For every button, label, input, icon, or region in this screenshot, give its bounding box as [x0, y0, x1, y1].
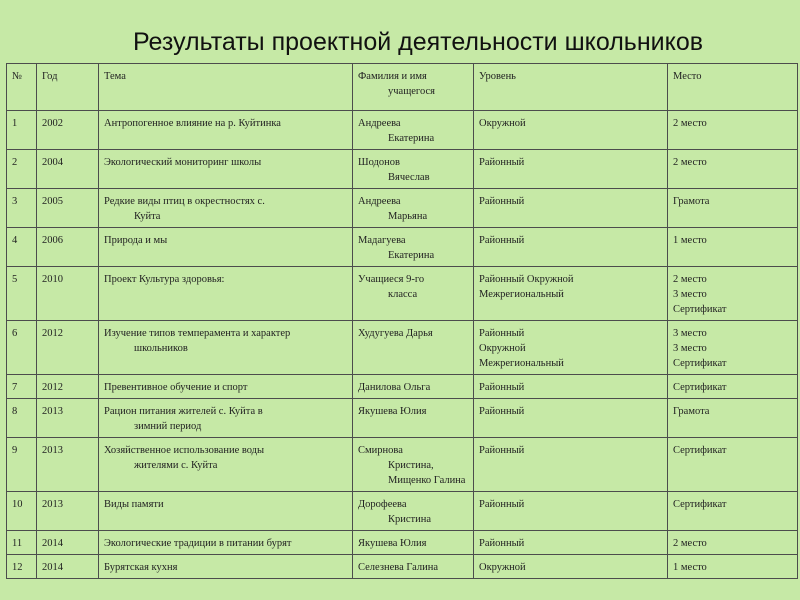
cell-num: 12 [7, 555, 37, 579]
cell-year: 2012 [37, 375, 99, 399]
table-row [7, 150, 798, 189]
cell-student-name-line: Андреева [358, 118, 401, 129]
cell-level [474, 531, 668, 555]
cell-topic-line: Экологический мониторинг школы [104, 157, 262, 168]
cell-level [474, 189, 668, 228]
header-place: Место [668, 64, 798, 111]
cell-topic-line: Антропогенное влияние на р. Куйтинка [104, 118, 281, 129]
cell-level-line: Районный [479, 328, 525, 339]
table-row [7, 399, 798, 438]
cell-num: 9 [7, 438, 37, 492]
cell-level [474, 492, 668, 531]
table-row [7, 438, 798, 492]
cell-year: 2006 [37, 228, 99, 267]
cell-place [668, 189, 798, 228]
table-row [7, 375, 798, 399]
header-level: Уровень [474, 64, 668, 111]
cell-student-name-line: Смирнова [358, 445, 403, 456]
cell-student-name-line: Екатерина [388, 133, 435, 144]
table-row [7, 228, 798, 267]
cell-level-line: Районный [479, 235, 525, 246]
cell-place-line: 3 место [673, 343, 707, 354]
cell-level-line: Районный [479, 157, 525, 168]
header-name [353, 64, 474, 111]
cell-level-line: Окружной [479, 118, 526, 129]
cell-place [668, 399, 798, 438]
cell-topic [99, 531, 353, 555]
table-row [7, 111, 798, 150]
cell-place [668, 555, 798, 579]
cell-num: 8 [7, 399, 37, 438]
cell-student-name-line: Якушева Юлия [358, 406, 427, 417]
cell-student-name-line: Якушева Юлия [358, 538, 427, 549]
cell-topic-line: Превентивное обучение и спорт [104, 382, 248, 393]
cell-student-name [353, 228, 474, 267]
table-row [7, 531, 798, 555]
cell-place [668, 150, 798, 189]
cell-topic-line: школьников [134, 343, 188, 354]
cell-topic-line: Природа и мы [104, 235, 168, 246]
cell-student-name-line: Марьяна [388, 211, 428, 222]
cell-year: 2014 [37, 531, 99, 555]
cell-topic-line: Экологические традиции в питании бурят [104, 538, 292, 549]
cell-student-name [353, 321, 474, 375]
cell-level-line: Районный [479, 406, 525, 417]
cell-year: 2004 [37, 150, 99, 189]
cell-level-line: Районный Окружной [479, 274, 574, 285]
page-title: Результаты проектной деятельности школьников [132, 28, 704, 56]
cell-level [474, 267, 668, 321]
cell-place-line: Грамота [673, 196, 710, 207]
cell-level [474, 399, 668, 438]
cell-student-name [353, 150, 474, 189]
cell-year: 2005 [37, 189, 99, 228]
cell-level [474, 321, 668, 375]
cell-num: 5 [7, 267, 37, 321]
table-row [7, 492, 798, 531]
cell-place-line: 2 место [673, 118, 707, 129]
cell-topic-line: Рацион питания жителей с. Куйта в [104, 406, 263, 417]
cell-level [474, 150, 668, 189]
cell-student-name [353, 438, 474, 492]
cell-num: 10 [7, 492, 37, 531]
cell-topic-line: Куйта [134, 211, 161, 222]
cell-level-line: Районный [479, 382, 525, 393]
cell-topic [99, 321, 353, 375]
cell-place [668, 531, 798, 555]
cell-student-name-line: Кристина, [388, 460, 434, 471]
cell-student-name-line: Данилова Ольга [358, 382, 431, 393]
cell-topic [99, 492, 353, 531]
cell-place [668, 267, 798, 321]
header-line: Фамилия и имя [358, 71, 427, 82]
cell-level [474, 555, 668, 579]
cell-num: 3 [7, 189, 37, 228]
cell-topic [99, 267, 353, 321]
cell-topic [99, 399, 353, 438]
cell-level-line: Районный [479, 196, 525, 207]
cell-topic [99, 150, 353, 189]
cell-place-line: Грамота [673, 406, 710, 417]
cell-level-line: Окружной [479, 562, 526, 573]
cell-student-name [353, 111, 474, 150]
cell-place-line: Сертификат [673, 358, 727, 369]
cell-place-line: 2 место [673, 274, 707, 285]
cell-level-line: Окружной [479, 343, 526, 354]
cell-student-name-line: Мищенко Галина [388, 475, 466, 486]
cell-year: 2014 [37, 555, 99, 579]
table-row [7, 321, 798, 375]
cell-num: 7 [7, 375, 37, 399]
cell-num: 2 [7, 150, 37, 189]
cell-place-line: Сертификат [673, 382, 727, 393]
table-row [7, 555, 798, 579]
cell-topic-line: Бурятская кухня [104, 562, 178, 573]
cell-topic-line: зимний период [134, 421, 202, 432]
table-header-row [7, 64, 798, 111]
cell-level-line: Межрегиональный [479, 289, 564, 300]
cell-student-name-line: Екатерина [388, 250, 435, 261]
cell-student-name [353, 555, 474, 579]
cell-place-line: 2 место [673, 157, 707, 168]
cell-student-name-line: Шодонов [358, 157, 400, 168]
cell-student-name [353, 375, 474, 399]
cell-level [474, 228, 668, 267]
cell-place [668, 111, 798, 150]
cell-student-name-line: Дорофеева [358, 499, 407, 510]
cell-student-name [353, 492, 474, 531]
cell-level-line: Районный [479, 445, 525, 456]
cell-level-line: Межрегиональный [479, 358, 564, 369]
cell-topic-line: Изучение типов темперамента и характер [104, 328, 291, 339]
cell-place [668, 375, 798, 399]
cell-year: 2013 [37, 399, 99, 438]
cell-year: 2010 [37, 267, 99, 321]
header-topic: Тема [99, 64, 353, 111]
table-row [7, 267, 798, 321]
cell-student-name [353, 399, 474, 438]
cell-place-line: 2 место [673, 538, 707, 549]
cell-place-line: Сертификат [673, 445, 727, 456]
cell-topic-line: Редкие виды птиц в окрестностях с. [104, 196, 265, 207]
cell-place [668, 438, 798, 492]
cell-year: 2002 [37, 111, 99, 150]
header-line: учащегося [388, 86, 435, 97]
cell-student-name [353, 267, 474, 321]
cell-student-name-line: Худугуева Дарья [358, 328, 433, 339]
cell-place-line: Сертификат [673, 304, 727, 315]
cell-student-name-line: Андреева [358, 196, 401, 207]
cell-place-line: 3 место [673, 328, 707, 339]
cell-year: 2013 [37, 438, 99, 492]
cell-student-name-line: Селезнева Галина [358, 562, 439, 573]
cell-level [474, 375, 668, 399]
cell-student-name-line: Кристина [388, 514, 432, 525]
cell-place-line: 1 место [673, 562, 707, 573]
cell-place [668, 492, 798, 531]
cell-topic-line: жителями с. Куйта [134, 460, 218, 471]
cell-student-name-line: Учащиеся 9-го [358, 274, 425, 285]
cell-student-name-line: Мадагуева [358, 235, 406, 246]
cell-topic-line: Виды памяти [104, 499, 164, 510]
cell-place-line: 3 место [673, 289, 707, 300]
results-table [6, 63, 798, 579]
cell-place-line: 1 место [673, 235, 707, 246]
cell-topic [99, 555, 353, 579]
cell-topic [99, 228, 353, 267]
cell-level [474, 438, 668, 492]
cell-level [474, 111, 668, 150]
cell-topic [99, 438, 353, 492]
cell-year: 2013 [37, 492, 99, 531]
cell-student-name-line: класса [388, 289, 418, 300]
cell-topic-line: Хозяйственное использование воды [104, 445, 265, 456]
cell-num: 6 [7, 321, 37, 375]
cell-level-line: Районный [479, 538, 525, 549]
cell-topic-line: Проект Культура здоровья: [104, 274, 225, 285]
cell-student-name-line: Вячеслав [388, 172, 430, 183]
cell-student-name [353, 189, 474, 228]
cell-num: 11 [7, 531, 37, 555]
cell-topic [99, 111, 353, 150]
cell-num: 1 [7, 111, 37, 150]
cell-place-line: Сертификат [673, 499, 727, 510]
cell-topic [99, 189, 353, 228]
cell-place [668, 321, 798, 375]
cell-level-line: Районный [479, 499, 525, 510]
table-row [7, 189, 798, 228]
cell-num: 4 [7, 228, 37, 267]
cell-topic [99, 375, 353, 399]
cell-year: 2012 [37, 321, 99, 375]
cell-student-name [353, 531, 474, 555]
cell-place [668, 228, 798, 267]
header-num: № [7, 64, 37, 111]
header-year: Год [37, 64, 99, 111]
